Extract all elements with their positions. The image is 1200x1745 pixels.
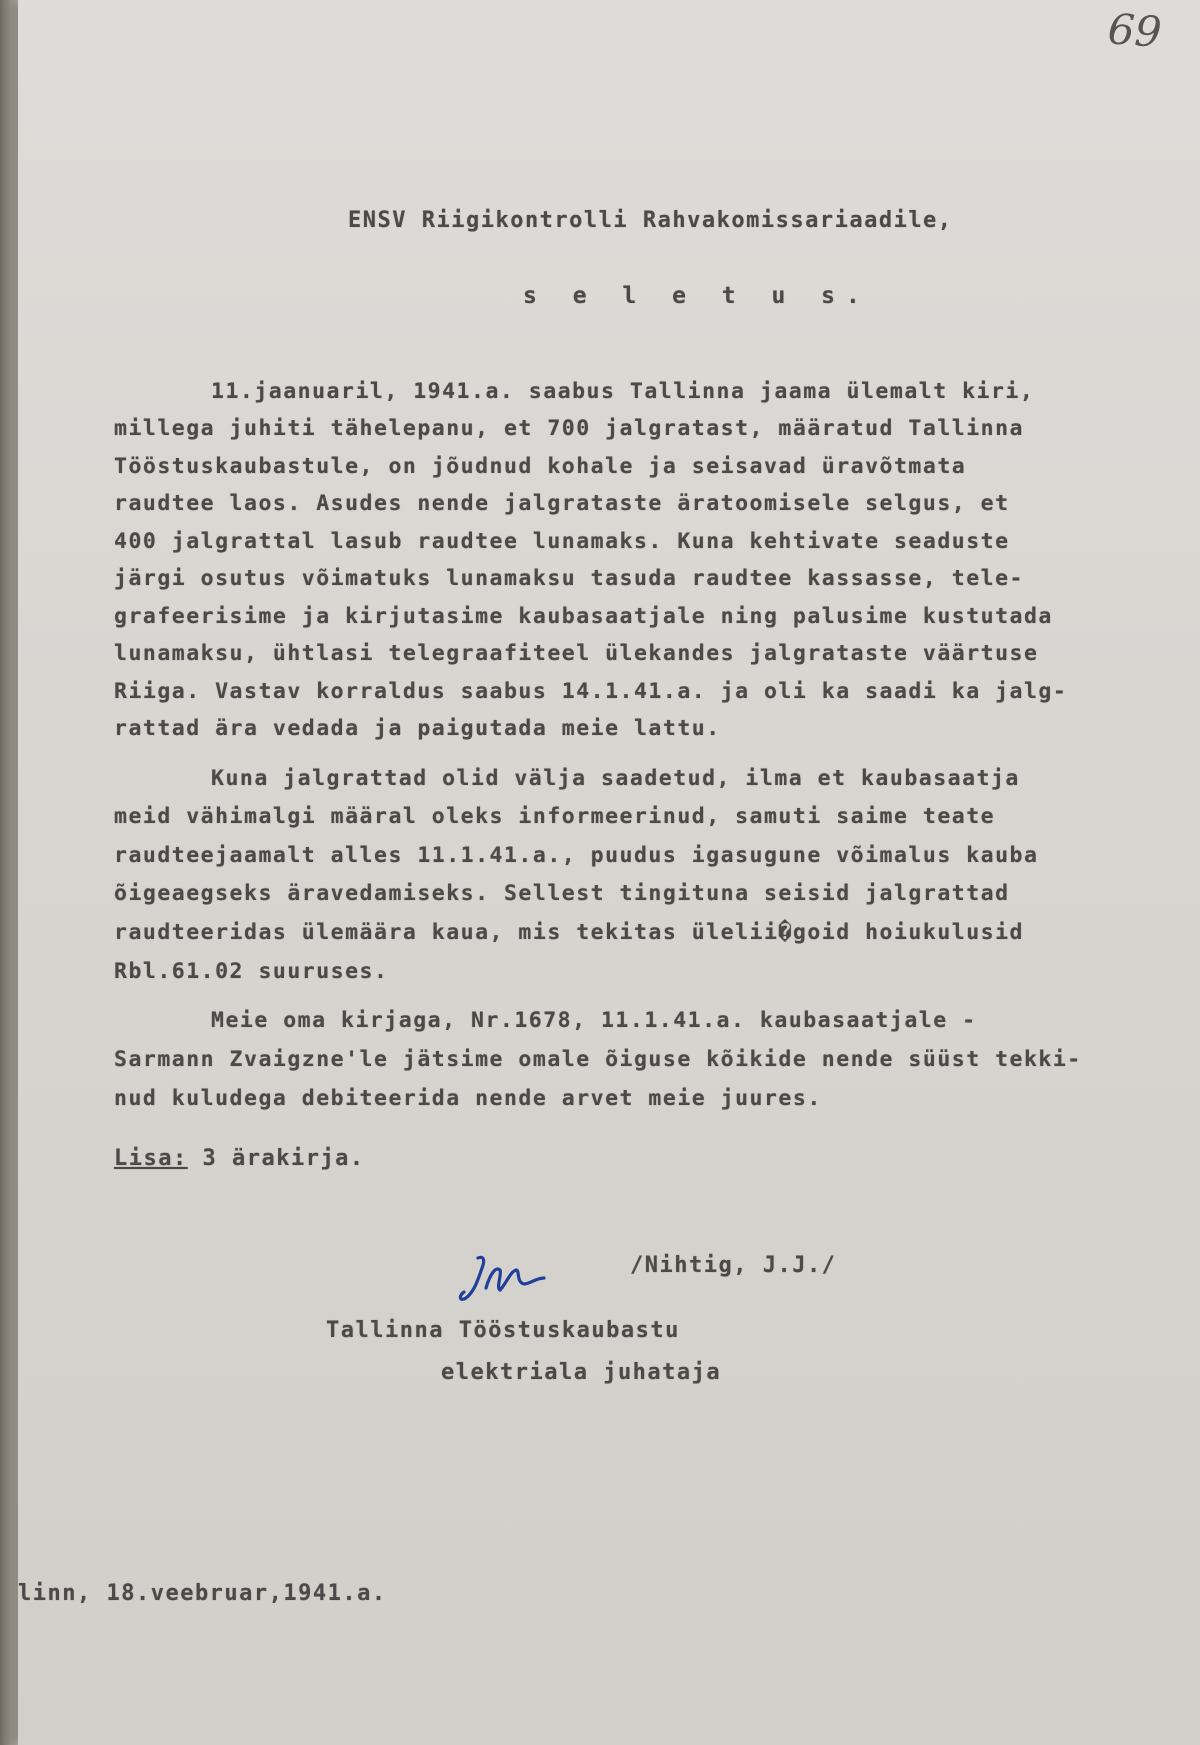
binding-edge — [0, 0, 18, 1745]
paragraph-1-line-5: 400 jalgrattal lasub raudtee lunamaks. Kuna kehtivate seaduste — [114, 529, 1010, 554]
handwritten-signature — [456, 1248, 552, 1312]
paragraph-1-line-7: grafeerisime ja kirjutasime kaubasaatjale ning palusime kustutada — [114, 604, 1053, 629]
signatory-title-line-1: Tallinna Tööstuskaubastu — [326, 1318, 680, 1343]
paragraph-2-line-2: meid vähimalgi määral oleks informeerinud, samuti saime teate — [114, 804, 996, 829]
date-line: linn, 18.veebruar,1941.a. — [18, 1581, 387, 1606]
paragraph-1-line-8: lunamaksu, ühtlasi telegraafiteel ülekandes jalgrataste väärtuse — [114, 641, 1039, 666]
attachment-text: 3 ärakirja. — [187, 1146, 365, 1171]
paragraph-1-line-6: järgi osutus võimatuks lunamaksu tasuda raudtee kassasse, tele- — [114, 566, 1024, 591]
attachment-line — [114, 1146, 365, 1171]
attachment-label: Lisa: — [114, 1146, 188, 1171]
paragraph-1-line-10: rattad ära vedada ja paigutada meie lattu. — [114, 716, 721, 741]
page-number: 69 — [1106, 4, 1164, 57]
document-title: s e l e t u s. — [523, 283, 871, 309]
paragraph-3-line-1: Meie oma kirjaga, Nr.1678, 11.1.41.a. kaubasaatjale - — [211, 1008, 977, 1033]
paragraph-2-line-3: raudteejaamalt alles 11.1.41.a., puudus igasugune võimalus kauba — [114, 843, 1039, 868]
document-page — [18, 0, 1200, 1745]
paragraph-2-line-4: õigeaegseks äravedamiseks. Sellest tingituna seisid jalgrattad — [114, 881, 1010, 906]
paragraph-2-line-5: raudteeridas ülemäära kaua, mis tekitas ülelii�goid hoiukulusid — [114, 920, 1024, 945]
paragraph-1-line-9: Riiga. Vastav korraldus saabus 14.1.41.a. ja oli ka saadi ka jalg- — [114, 679, 1068, 704]
paragraph-1-line-2: millega juhiti tähelepanu, et 700 jalgratast, määratud Tallinna — [114, 416, 1024, 441]
paragraph-1-line-1: 11.jaanuaril, 1941.a. saabus Tallinna jaama ülemalt kiri, — [211, 379, 1035, 404]
paragraph-2-line-6: Rbl.61.02 suuruses. — [114, 959, 389, 984]
paragraph-3-line-2: Sarmann Zvaigzne'le jätsime omale õiguse kõikide nende süüst tekki- — [114, 1047, 1082, 1072]
paragraph-1-line-4: raudtee laos. Asudes nende jalgrataste äratoomisele selgus, et — [114, 491, 1010, 516]
paragraph-3-line-3: nud kuludega debiteerida nende arvet meie juures. — [114, 1086, 822, 1111]
paragraph-1-line-3: Tööstuskaubastule, on jõudnud kohale ja seisavad üravõtmata — [114, 454, 967, 479]
paragraph-2-line-1: Kuna jalgrattad olid välja saadetud, ilma et kaubasaatja — [211, 766, 1020, 791]
signatory-name: /Nihtig, J.J./ — [630, 1253, 837, 1278]
signatory-title-line-2: elektriala juhataja — [441, 1360, 722, 1385]
addressee-heading: ENSV Riigikontrolli Rahvakomissariaadile, — [348, 208, 953, 233]
